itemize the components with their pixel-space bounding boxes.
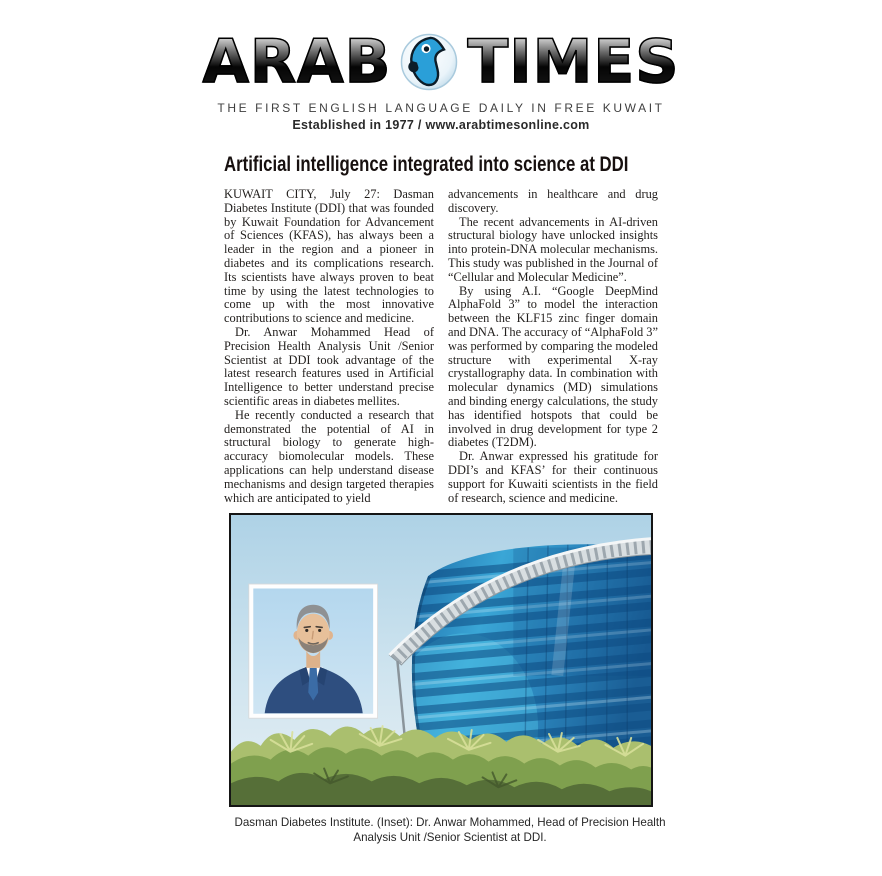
article-columns — [224, 188, 658, 505]
arab-times-logo — [0, 27, 882, 97]
article-column-left — [224, 188, 434, 505]
article-photo — [229, 513, 653, 807]
article-paragraph: By using A.I. “Google DeepMind AlphaFold 3” to model the interaction between the KLF15 zinc finger domain and DNA. The accuracy of “AlphaFold 3” was performed by comparing the modeled structure with experimental X-ray crystallography data. In combination with molecular dynamics (MD) simulations and binding energy calculations, the study has identified hotspots that could be involved in drug development for type 2 diabetes (T2DM). — [448, 283, 658, 450]
logo-word-arab: ARAB — [202, 27, 392, 97]
masthead-tagline: THE FIRST ENGLISH LANGUAGE DAILY IN FREE KUWAIT — [217, 101, 665, 115]
article-paragraph: advancements in healthcare and drug discovery. — [448, 187, 658, 215]
article — [224, 152, 666, 845]
article-paragraph: He recently conducted a research that demonstrated the potential of AI in structural biology to generate high-accuracy biomolecular models. These applications can help understand disease mechanisms and design targeted therapies which are anticipated to yield — [224, 407, 434, 505]
masthead — [0, 27, 882, 132]
article-paragraph: The recent advancements in AI-driven structural biology have unlocked insights into protein-DNA molecular mechanisms. This study was published in the Journal of “Cellular and Molecular Medicine”. — [448, 214, 658, 284]
article-column-right — [448, 188, 658, 505]
article-paragraph: Dr. Anwar Mohammed Head of Precision Health Analysis Unit /Senior Scientist at DDI took advantage of the latest research features used in Artificial Intelligence to better understand precise scientific areas in diabetes mellites. — [224, 324, 434, 408]
logo-word-times: TIMES — [467, 27, 680, 97]
article-paragraph: KUWAIT CITY, July 27: Dasman Diabetes Institute (DDI) that was founded by Kuwait Foundation for Advancement of Sciences (KFAS), has always been a leader in the region and a pioneer in diabetes and its complications research. Its scientists have always proven to beat time by using the latest technologies to come up with the most innovative contributions to science and medicine. — [224, 187, 434, 326]
masthead-established-line: Established in 1977 / www.arabtimesonline.com — [292, 118, 590, 132]
building-photo-illustration — [231, 515, 651, 805]
photo-caption: Dasman Diabetes Institute. (Inset): Dr. Anwar Mohammed, Head of Precision Health Analysis Unit /Senior Scientist at DDI. — [234, 816, 666, 845]
falcon-icon — [399, 32, 459, 92]
article-paragraph: Dr. Anwar expressed his gratitude for DDI’s and KFAS’ for their continuous support for Kuwaiti scientists in the field of research, science and medicine. — [448, 449, 658, 505]
inset-portrait — [249, 584, 378, 718]
article-headline: Artificial intelligence integrated into science at DDI — [224, 152, 629, 176]
